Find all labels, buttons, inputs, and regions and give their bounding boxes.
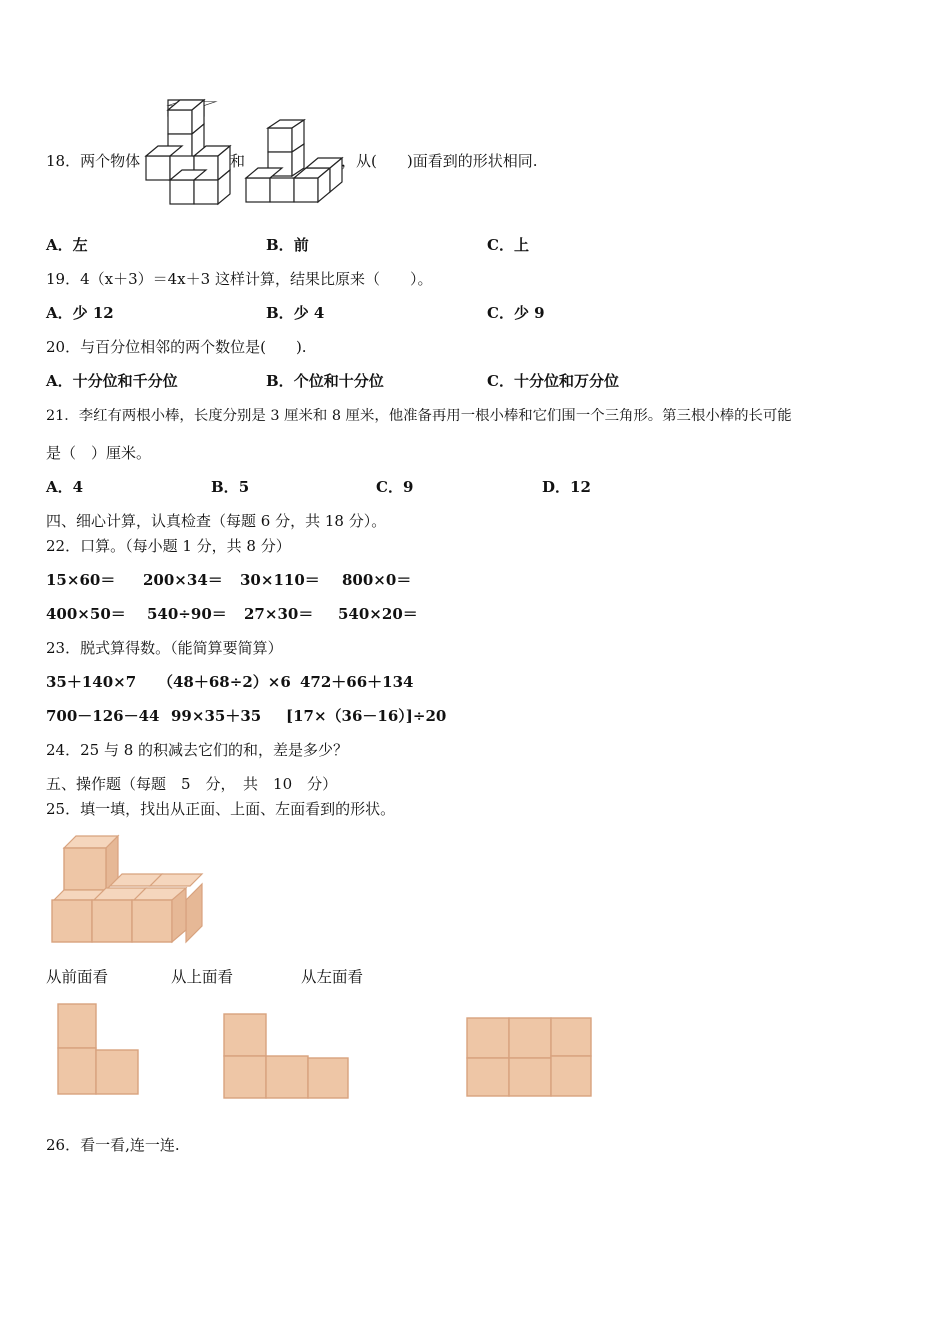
q18-object-b-cubes	[246, 120, 342, 202]
q21-option-a[interactable]: A．4	[46, 478, 84, 496]
q18-object-a	[144, 96, 232, 208]
q18-text-before: 两个物体	[80, 152, 141, 170]
q21-stem-line1: 21．李红有两根小棒，长度分别是 3 厘米和 8 厘米，他准备再用一根小棒和它们围一个三角形。第三根小棒的长可能	[46, 408, 792, 424]
q18-text-after: ，从( )面看到的形状相同.	[341, 152, 538, 170]
q23-item: [17×（36－16）]÷20	[286, 707, 447, 725]
section4-title: 四、细心计算，认真检查（每题 6 分，共 18 分）。	[46, 512, 387, 530]
q23-item: 472＋66＋134	[300, 673, 414, 691]
q20-stem: 20．与百分位相邻的两个数位是( ).	[46, 338, 307, 356]
q18-number: 18．	[46, 152, 81, 170]
q18-object-b	[244, 118, 344, 208]
q21-stem-line2: 是（ ）厘米。	[46, 444, 152, 462]
q21-option-c[interactable]: C．9	[376, 478, 414, 496]
q18-object-a-cubes	[146, 100, 230, 204]
q22-item: 15×60＝	[46, 571, 116, 589]
q23-item: （48＋68÷2）×6	[158, 673, 291, 691]
q22-item: 27×30＝	[244, 605, 314, 623]
q22-item: 30×110＝	[240, 571, 320, 589]
q22-item: 540×20＝	[338, 605, 418, 623]
q23-item: 35＋140×7	[46, 673, 137, 691]
q21-option-b[interactable]: B．5	[211, 478, 250, 496]
q19-option-b[interactable]: B．少 4	[266, 304, 325, 322]
q23-stem: 23．脱式算得数。（能简算要简算）	[46, 639, 283, 657]
q25-cube-stack	[52, 836, 202, 942]
q18-option-c[interactable]: C．上	[487, 236, 529, 254]
q22-item: 800×0＝	[342, 571, 412, 589]
q20-option-b[interactable]: B．个位和十分位	[266, 372, 384, 390]
q22-stem: 22．口算。（每小题 1 分，共 8 分）	[46, 537, 291, 555]
q24-stem: 24．25 与 8 的积减去它们的和，差是多少？	[46, 741, 349, 759]
q25-cube-figure	[50, 834, 206, 948]
q18-text-mid: 和	[230, 152, 246, 170]
q25-view-top-label: 从上面看	[171, 968, 234, 986]
q20-option-c[interactable]: C．十分位和万分位	[487, 372, 619, 390]
q18-stem	[46, 151, 140, 171]
q19-option-a[interactable]: A．少 12	[46, 304, 114, 322]
q26-stem: 26．看一看,连一连.	[46, 1136, 180, 1154]
q22-item: 200×34＝	[143, 571, 223, 589]
q19-option-c[interactable]: C．少 9	[487, 304, 545, 322]
q25-top-view	[222, 1012, 352, 1102]
q20-option-a[interactable]: A．十分位和千分位	[46, 372, 178, 390]
q25-view-front-label: 从前面看	[46, 968, 109, 986]
q21-option-d[interactable]: D．12	[542, 478, 591, 496]
q19-stem: 19．4（x＋3）＝4x＋3 这样计算，结果比原来（ ）。	[46, 270, 433, 288]
q25-front-view	[56, 1002, 142, 1098]
q23-item: 700－126－44	[46, 707, 160, 725]
q25-view-left-label: 从左面看	[301, 968, 364, 986]
q22-item: 540÷90＝	[147, 605, 227, 623]
q25-left-view	[465, 1016, 595, 1100]
q22-item: 400×50＝	[46, 605, 126, 623]
q23-item: 99×35＋35	[171, 707, 262, 725]
section5-title: 五、操作题（每题 5 分， 共 10 分）	[46, 775, 338, 793]
q25-stem: 25．填一填，找出从正面、上面、左面看到的形状。	[46, 800, 396, 818]
q18-option-b[interactable]: B．前	[266, 236, 309, 254]
q18-option-a[interactable]: A．左	[46, 236, 88, 254]
